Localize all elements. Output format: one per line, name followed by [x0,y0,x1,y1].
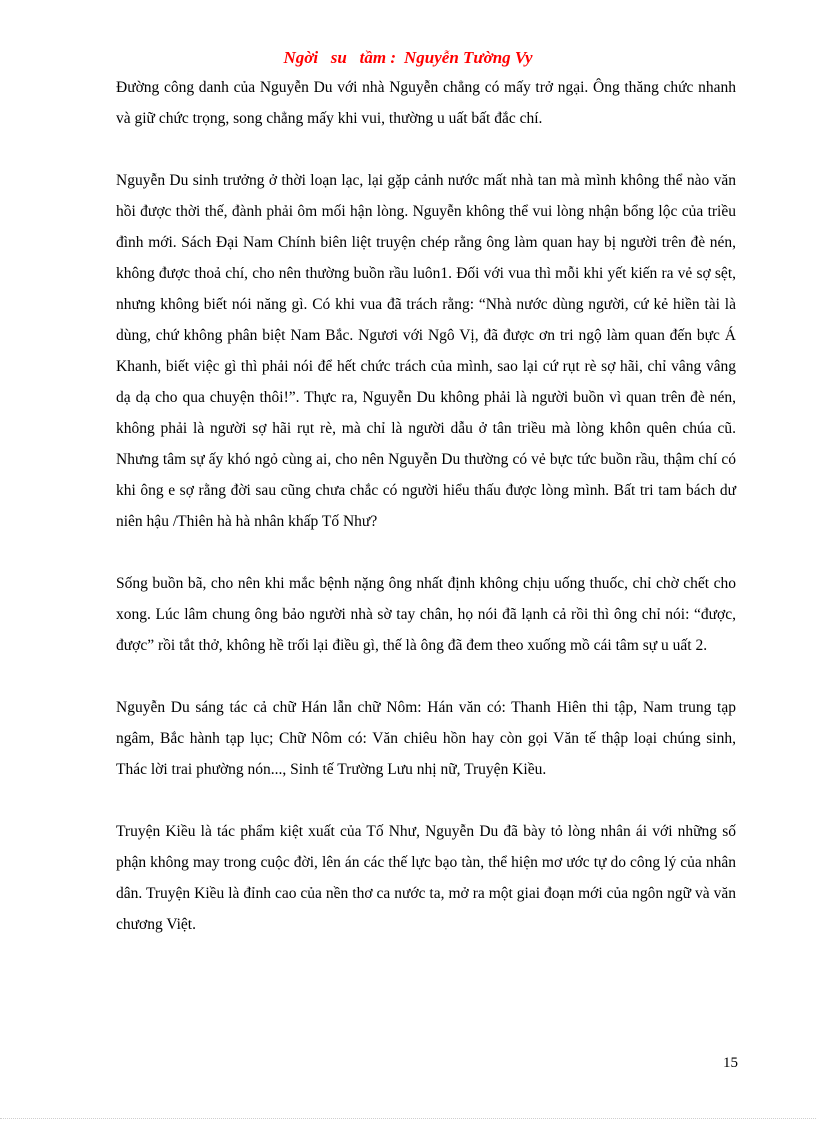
paragraph-2: Nguyễn Du sinh trưởng ở thời loạn lạc, lại gặp cảnh nước mất nhà tan mà mình không thể nào văn hồi được thời thế, đành phải ôm mối hận lòng. Nguyễn không thể vui lòng nhận bổng lộc của triều đình mới. Sách Đại Nam Chính biên liệt truyện chép rằng ông làm quan hay bị người trên đè nén, không được thoả chí, cho nên thường buồn rầu luôn1. Đối với vua thì mỗi khi yết kiến ra vẻ sợ sệt, nhưng không biết nói năng gì. Có khi vua đã trách rằng: “Nhà nước dùng người, cứ kẻ hiền tài là dùng, chứ không phân biệt Nam Bắc. Ngươi với Ngô Vị, đã được ơn tri ngộ làm quan đến bực Á Khanh, biết việc gì thì phải nói để hết chức trách của mình, sao lại cứ rụt rè sợ hãi, chỉ vâng vâng dạ dạ cho qua chuyện thôi!”. Thực ra, Nguyễn Du không phải là người buồn vì quan trên đè nén, không phải là người sợ hãi rụt rè, mà chỉ là người dẫu ở tân triều mà lòng khôn quên chúa cũ. Nhưng tâm sự ấy khó ngỏ cùng ai, cho nên Nguyễn Du thường có vẻ bực tức buồn rầu, thậm chí có khi ông e sợ rằng đời sau cũng chưa chắc có người hiểu thấu được lòng mình. Bất tri tam bách dư niên hậu /Thiên hà hà nhân khấp Tố Như? [116,172,736,530]
paragraph-3: Sống buồn bã, cho nên khi mắc bệnh nặng ông nhất định không chịu uống thuốc, chỉ chờ chết cho xong. Lúc lâm chung ông bảo người nhà sờ tay chân, họ nói đã lạnh cả rồi thì ông chỉ nói: “được, được” rồi tắt thở, không hề trối lại điều gì, thế là ông đã đem theo xuống mồ cái tâm sự u uất 2. [116,575,736,654]
page-number: 15 [723,1055,738,1071]
page-header [0,48,816,68]
header-author: Nguyễn Tường Vy [404,48,533,67]
page-bottom-border [0,1118,816,1119]
paragraph-4: Nguyễn Du sáng tác cả chữ Hán lẫn chữ Nôm: Hán văn có: Thanh Hiên thi tập, Nam trung tạp ngâm, Bắc hành tạp lục; Chữ Nôm có: Văn chiêu hồn hay còn gọi Văn tế thập loại chúng sinh, Thác lời trai phường nón..., Sinh tế Trường Lưu nhị nữ, Truyện Kiều. [116,699,736,778]
paragraph-5: Truyện Kiều là tác phẩm kiệt xuất của Tố Như, Nguyễn Du đã bày tỏ lòng nhân ái với những số phận không may trong cuộc đời, lên án các thế lực bạo tàn, thể hiện mơ ước tự do công lý của nhân dân. Truyện Kiều là đỉnh cao của nền thơ ca nước ta, mở ra một giai đoạn mới của ngôn ngữ và văn chương Việt. [116,823,736,933]
paragraph-1: Đường công danh của Nguyễn Du với nhà Nguyễn chẳng có mấy trở ngại. Ông thăng chức nhanh và giữ chức trọng, song chẳng mấy khi vui, thường u uất bất đắc chí. [116,79,736,127]
header-label: Ngời su tầm : [283,48,396,67]
document-body [116,72,736,971]
